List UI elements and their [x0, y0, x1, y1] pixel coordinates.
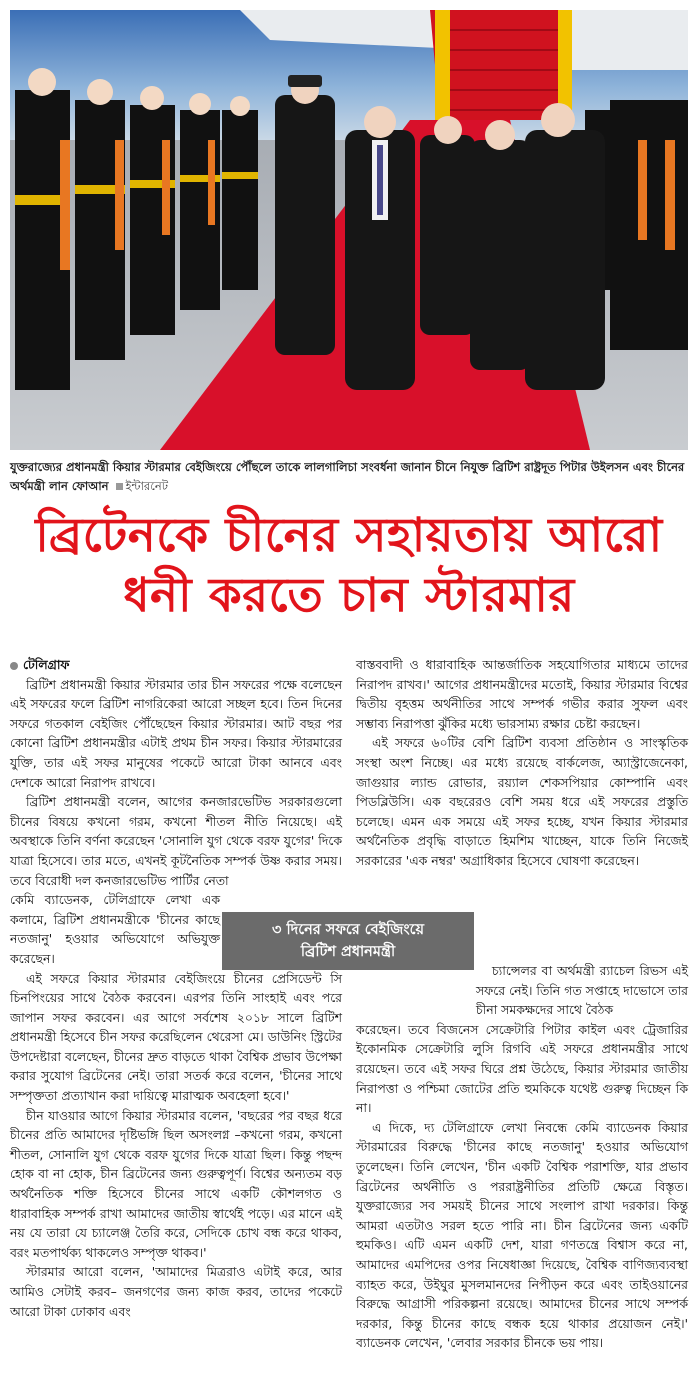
headline: [10, 506, 688, 626]
paragraph: ব্রিটিশ প্রধানমন্ত্রী কিয়ার স্টারমার তার চীন সফরের পক্ষে বলেছেন এই সফরের ফলে ব্রিটিশ নাগরিকেরা আরো সচ্ছল হবে। তিন দিনের সফরে গতকাল বেইজিং পৌঁছেছেন কিয়ার স্টারমার। আট বছর পর কোনো ব্রিটিশ প্রধানমন্ত্রীর এটাই প্রথম চীন সফর। কিয়ার স্টারমারের যুক্তি, তার এই সফর মানুষের পকেটে আরো টাকা আনবে এবং দেশকে আরো নিরাপদ রাখবে।: [10, 676, 342, 790]
paragraph: করেছেন। তবে বিজনেস সেক্রেটারি পিটার কাইল এবং ট্রেজারির ইকোনমিক সেক্রেটারি লুসি রিগবি এই সফরে প্রধানমন্ত্রীর সাথে রয়েছেন। তবে এই সফর ঘিরে প্রশ্ন উঠেছে, কিয়ার স্টারমার জাতীয় নিরাপত্তা ও পশ্চিমা জোটের প্রতি হুমকিকে যথেষ্ট গুরুত্ব দিচ্ছেন কি না।: [356, 1021, 688, 1116]
paragraph: এই সফরে কিয়ার স্টারমার বেইজিংয়ে চীনের প্রেসিডেন্ট সি চিনপিংয়ের সাথে বৈঠক করবেন। এরপর তিনি সাংহাই এবং পরে জাপান সফর করবেন। এর আগে সর্বশেষ ২০১৮ সালে ব্রিটিশ প্রধানমন্ত্রী হিসেবে চীন সফর করেছিলেন থেরেসা মে। ডাউনিং স্ট্রিটের উপদেষ্টারা বলেছেন, চীনের দ্রুত বাড়তে থাকা বৈশ্বিক প্রভাব উপেক্ষা করার সুযোগ ব্রিটেনের নেই। তারা সতর্ক করে বলেন, 'চীনের সাথে সম্পৃক্ততা প্রত্যাখান করা দায়িত্বে মারাত্মক অবহেলা হবে।': [10, 970, 342, 1104]
paragraph: স্টারমার আরো বলেন, 'আমাদের মিত্ররাও এটাই করে, আর আমিও সেটাই করব– জনগণের জন্য কাজ করব, তাদের পকেটে আরো টাকা ঢোকাব এবং: [10, 1264, 342, 1319]
paragraph-narrow: চ্যান্সেলর বা অর্থমন্ত্রী র‌্যাচেল রিভস এই সফরে নেই। তিনি গত সপ্তাহে দাভোসে তার চীনা সমকক্ষদের সাথে বৈঠক: [476, 963, 688, 1018]
article-column-left: [10, 655, 342, 1321]
paragraph: বাস্তববাদী ও ধারাবাহিক আন্তর্জাতিক সহযোগিতার মাধ্যমে তাদের নিরাপদ রাখব।' আগের প্রধানমন্ত্রীদের মতোই, কিয়ার স্টারমার বিশ্বের দ্বিতীয় বৃহত্তম অর্থনীতির সাথে সম্পর্ক গভীর করার সুফল এবং সম্ভাব্য নিরাপত্তা ঝুঁকির মধ্যে ভারসাম্য রক্ষার চেষ্টা করছেন।: [356, 657, 688, 731]
photo-caption: [10, 458, 690, 496]
bullet-icon: [10, 662, 18, 670]
pull-quote: [222, 912, 474, 970]
caption-text: যুক্তরাজ্যের প্রধানমন্ত্রী কিয়ার স্টারমার বেইজিংয়ে পৌঁছলে তাকে লালগালিচা সংবর্ধনা জানান চীনে নিযুক্ত ব্রিটিশ রাষ্ট্রদূত পিটার উইলসন এবং চীনের অর্থমন্ত্রী লান ফোআন: [10, 460, 685, 493]
paragraph: এই সফরে ৬০টির বেশি ব্রিটিশ ব্যবসা প্রতিষ্ঠান ও সাংস্কৃতিক সংস্থা অংশ নিচ্ছে। এর মধ্যে রয়েছে বার্কলেজ, অ্যাস্ট্রাজেনেকা, জাগুয়ার ল্যান্ড রোভার, রয়্যাল শেকসপিয়ার কোম্পানি এবং পিডব্লিউসি। এক বছরেরও বেশি সময় ধরে এই সফরের প্রস্তুতি চলেছে। এমন এক সময়ে এই সফর হচ্ছে, যখন কিয়ার স্টারমার অর্থনৈতিক প্রবৃদ্ধি বাড়াতে হিমশিম খাচ্ছেন, যাকে তিনি নিজেই সরকারের 'এক নম্বর' অগ্রাধিকার হিসেবে ঘোষণা করেছেন।: [356, 735, 688, 868]
red-carpet-welcome-illustration: [10, 10, 688, 450]
news-photo: [10, 10, 688, 450]
paragraph-narrow: কেমি ব্যাডেনক, টেলিগ্রাফে লেখা এক কলামে, ব্রিটিশ প্রধানমন্ত্রীকে 'চীনের কাছে নতজানু' হওয়ার অভিযোগে অভিযুক্ত করেছেন।: [10, 892, 220, 966]
paragraph: চীন যাওয়ার আগে কিয়ার স্টারমার বলেন, 'বছরের পর বছর ধরে চীনের প্রতি আমাদের দৃষ্টিভঙ্গি ছিল অসংলগ্ন –কখনো গরম, কখনো শীতল, সোনালি যুগ থেকে বরফ যুগের দিকে যাত্রা ছিল। কিন্তু পছন্দ হোক বা না হোক, চীন ব্রিটেনের জন্য গুরুত্বপূর্ণ। বিশ্বের অন্যতম বড় অর্থনৈতিক শক্তি হিসেবে চীনের সাথে একটি কৌশলগত ও ধারাবাহিক সম্পর্ক রাখা আমাদের জাতীয় স্বার্থেই পড়ে। এর মানে এই নয় যে তারা যে চ্যালেঞ্জ তৈরি করে, সেদিকে চোখ বন্ধ করে থাকব, বরং মতপার্থক্য থাকলেও সম্পৃক্ত থাকব।': [10, 1107, 342, 1260]
paragraph: এ দিকে, দ্য টেলিগ্রাফে লেখা নিবন্ধে কেমি ব্যাডেনক কিয়ার স্টারমারের বিরুদ্ধে 'চীনের কাছে নতজানু' হওয়ার অভিযোগ তুলেছেন। তিনি লেখেন, 'চীন একটি বৈশ্বিক পরাশক্তি, যার প্রভাব ব্রিটেনের অর্থনীতি ও পররাষ্ট্রনীতির প্রতিটি ক্ষেত্রে বিস্তৃত। যুক্তরাজ্যের সব সময়ই চীনের সাথে সংলাপ রাখা দরকার। কিন্তু আমরা এতটাও সরল হতে পারি না। চীন ব্রিটেনের জন্য একটি হুমকিও। এটি এমন একটি দেশ, যারা গণতন্ত্রে বিশ্বাস করে না, আমাদের এমপিদের ওপর নিষেধাজ্ঞা দিয়েছে, বৈশ্বিক বাণিজ্যব্যবস্থা ব্যাহত করে, উইঘুর মুসলমানদের নিপীড়ন করে এবং তাইওয়ানের বিরুদ্ধে আগ্রাসী পরিকল্পনা রয়েছে। আমাদের চীনের সাথে সম্পর্ক দরকার, কিন্তু চীনের কাছে বন্ধক হয়ে থাকার প্রয়োজন নেই।' ব্যাডেনক লেখেন, 'লেবার সরকার চীনকে ভয় পায়।: [356, 1119, 688, 1351]
headline-line-1: ব্রিটেনকে চীনের সহায়তায় আরো: [35, 508, 663, 563]
pull-quote-line-1: ৩ দিনের সফরে বেইজিংয়ে: [272, 922, 424, 938]
dateline: টেলিগ্রাফ: [10, 655, 342, 675]
square-icon: [116, 483, 123, 490]
caption-source: ইন্টারনেট: [125, 479, 168, 493]
article-column-right: [356, 655, 688, 871]
article-column-right-lower: [356, 961, 688, 1353]
headline-line-2: ধনী করতে চান স্টারমার: [123, 568, 575, 623]
paragraph: ব্রিটিশ প্রধানমন্ত্রী বলেন, আগের কনজারভেটিভ সরকারগুলো চীনের বিষয়ে কখনো গরম, কখনো শীতল নীতি নিয়েছে। এই অবস্থাকে তিনি বর্ণনা করেছেন 'সোনালি যুগ থেকে বরফ যুগের' দিকে যাত্রা হিসেবে। তার মতে, এখনই কূটনৈতিক সম্পর্ক উষ্ণ করার সময়। তবে বিরোধী দল কনজারভেটিভ পার্টির নেতা: [10, 794, 342, 888]
pull-quote-line-2: ব্রিটিশ প্রধানমন্ত্রী: [300, 944, 396, 960]
